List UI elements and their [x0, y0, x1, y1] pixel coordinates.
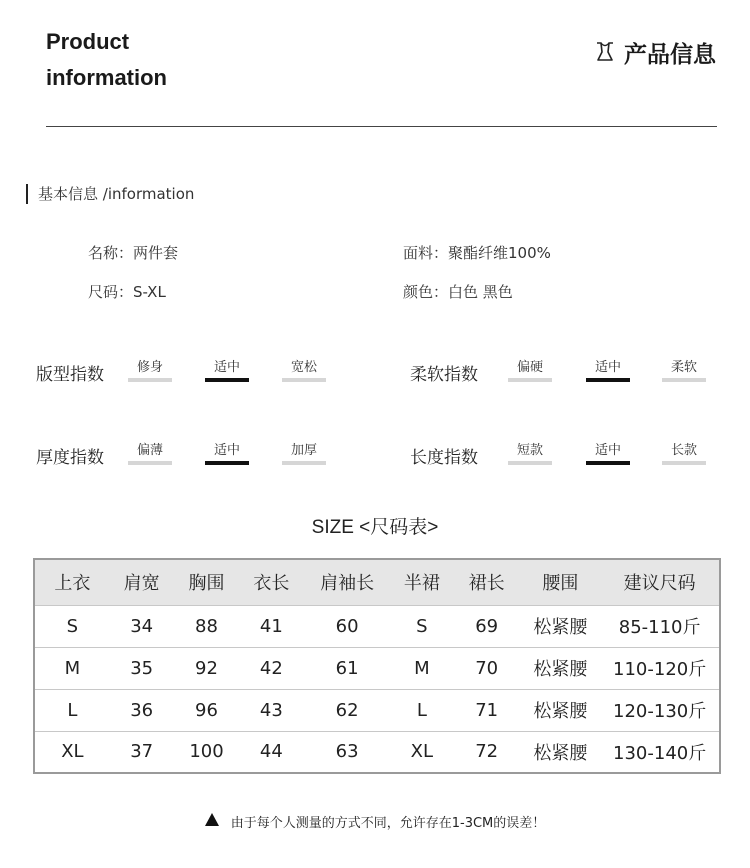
table-cell: 70	[453, 647, 521, 689]
table-cell: L	[391, 689, 453, 731]
table-cell: 62	[303, 689, 391, 731]
table-cell: 松紧腰	[521, 731, 601, 773]
table-cell: 41	[239, 605, 303, 647]
size-chart-title: SIZE <尺码表>	[311, 517, 439, 538]
table-cell: 松紧腰	[521, 647, 601, 689]
softness-index-label: 柔软指数	[410, 365, 478, 385]
table-cell: 松紧腰	[521, 689, 601, 731]
table-cell: S	[391, 605, 453, 647]
table-header-cell: 建议尺码	[600, 559, 720, 605]
table-cell: 60	[303, 605, 391, 647]
table-cell: 43	[239, 689, 303, 731]
thickness-option-thick-bar	[282, 461, 326, 465]
table-cell: 120-130斤	[600, 689, 720, 731]
info-name: 名称：两件套	[88, 244, 179, 262]
info-fabric: 面料：聚酯纤维100%	[403, 244, 551, 262]
table-cell: 37	[110, 731, 174, 773]
section-marker	[26, 184, 28, 204]
length-option-medium: 适中	[594, 443, 621, 458]
title-en-line2: information	[46, 65, 167, 90]
table-row	[34, 605, 720, 647]
length-option-medium-bar	[586, 461, 630, 465]
table-cell: 42	[239, 647, 303, 689]
thickness-option-thin-bar	[128, 461, 172, 465]
table-header-cell: 半裙	[391, 559, 453, 605]
warning-triangle-icon	[205, 813, 219, 830]
table-cell: 35	[110, 647, 174, 689]
table-header-cell: 裙长	[453, 559, 521, 605]
fit-option-regular-bar	[205, 378, 249, 382]
measurement-note	[0, 812, 750, 831]
table-cell: 72	[453, 731, 521, 773]
table-header-cell: 肩宽	[110, 559, 174, 605]
table-cell: 88	[174, 605, 240, 647]
table-header-cell: 衣长	[239, 559, 303, 605]
table-cell: 130-140斤	[600, 731, 720, 773]
table-cell: M	[34, 647, 110, 689]
thickness-option-thick: 加厚	[290, 443, 317, 458]
table-header-cell: 上衣	[34, 559, 110, 605]
table-cell: 110-120斤	[600, 647, 720, 689]
measurement-note-text: 由于每个人测量的方式不同，允许存在1-3CM的误差！	[230, 816, 546, 831]
table-cell: 44	[239, 731, 303, 773]
table-cell: XL	[34, 731, 110, 773]
info-size: 尺码：S-XL	[88, 283, 166, 301]
table-header-row	[34, 559, 720, 605]
softness-option-medium-bar	[586, 378, 630, 382]
fit-index-label: 版型指数	[36, 365, 104, 385]
header-divider	[46, 126, 717, 127]
table-cell: 34	[110, 605, 174, 647]
length-index-label: 长度指数	[410, 448, 478, 468]
info-color: 颜色：白色 黑色	[403, 283, 513, 301]
fit-option-loose-bar	[282, 378, 326, 382]
thickness-index-label: 厚度指数	[36, 448, 104, 468]
fit-option-loose: 宽松	[290, 360, 317, 375]
table-cell: 36	[110, 689, 174, 731]
length-option-long-bar	[662, 461, 706, 465]
thickness-option-thin: 偏薄	[136, 443, 163, 458]
title-cn: 产品信息	[624, 42, 716, 68]
table-cell: 松紧腰	[521, 605, 601, 647]
title-en-line1: Product	[46, 29, 130, 54]
table-cell: S	[34, 605, 110, 647]
table-cell: 85-110斤	[600, 605, 720, 647]
size-table	[33, 558, 721, 774]
length-option-short: 短款	[516, 443, 543, 458]
table-cell: XL	[391, 731, 453, 773]
table-header-cell: 胸围	[174, 559, 240, 605]
table-header-cell: 腰围	[521, 559, 601, 605]
softness-option-stiff-bar	[508, 378, 552, 382]
section-heading	[26, 183, 194, 204]
softness-option-soft-bar	[662, 378, 706, 382]
thickness-option-medium: 适中	[213, 443, 240, 458]
table-cell: M	[391, 647, 453, 689]
garment-icon	[594, 40, 616, 66]
fit-option-regular: 适中	[213, 360, 240, 375]
softness-option-medium: 适中	[594, 360, 621, 375]
table-header-cell: 肩袖长	[303, 559, 391, 605]
table-cell: 63	[303, 731, 391, 773]
table-cell: 92	[174, 647, 240, 689]
table-cell: 96	[174, 689, 240, 731]
fit-option-slim: 修身	[136, 360, 163, 375]
table-row	[34, 689, 720, 731]
softness-option-stiff: 偏硬	[516, 360, 543, 375]
title-english	[46, 24, 167, 96]
length-option-short-bar	[508, 461, 552, 465]
table-cell: 100	[174, 731, 240, 773]
length-option-long: 长款	[670, 443, 697, 458]
softness-option-soft: 柔软	[670, 360, 697, 375]
table-cell: 71	[453, 689, 521, 731]
table-cell: 61	[303, 647, 391, 689]
thickness-option-medium-bar	[205, 461, 249, 465]
section-label: 基本信息 /information	[38, 185, 195, 203]
fit-option-slim-bar	[128, 378, 172, 382]
table-row	[34, 647, 720, 689]
table-row	[34, 731, 720, 773]
title-chinese-group	[594, 36, 716, 69]
table-cell: L	[34, 689, 110, 731]
table-cell: 69	[453, 605, 521, 647]
